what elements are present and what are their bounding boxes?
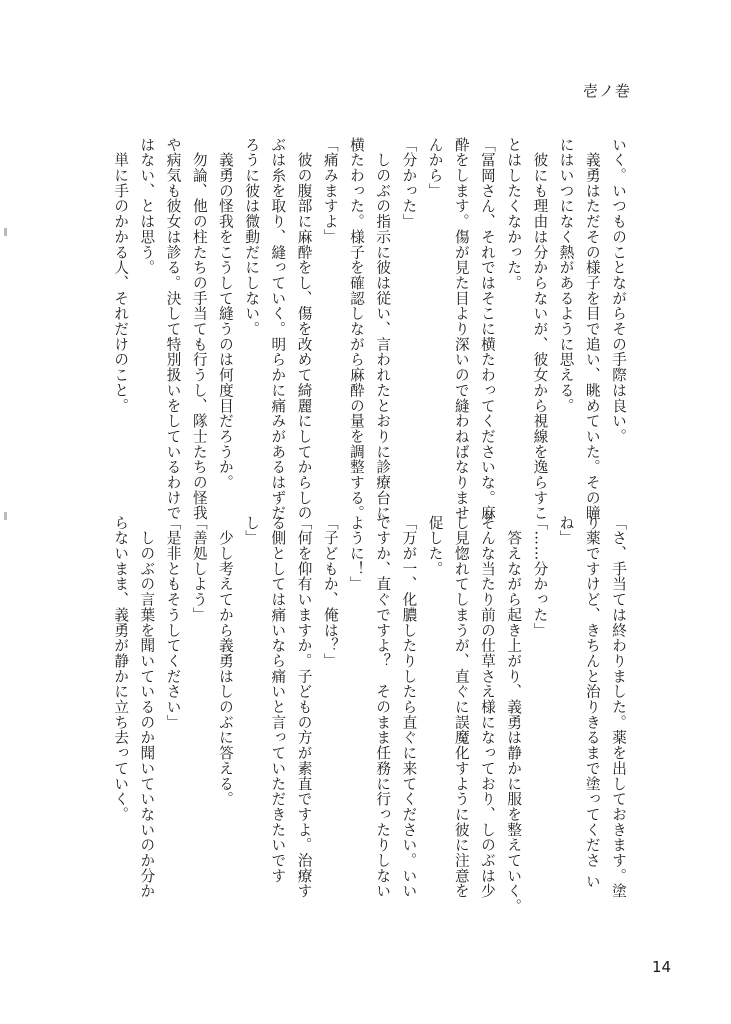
text-line: し」 [243, 515, 261, 546]
text-line: 「万が一、化膿したりしたら直ぐに来てください。いい [400, 515, 418, 899]
text-line: しのぶの言葉を聞いているのか聞いていないのか分か [138, 515, 156, 899]
text-line: にはいつになく熱があるように思える。 [557, 137, 575, 414]
text-line: 「是非ともそうしてください」 [164, 515, 182, 730]
text-line: 単に手のかかる人、それだけのこと。 [112, 137, 130, 414]
text-line: や病気も彼女は診る。決して特別扱いをしているわけで [164, 137, 182, 521]
text-line: 「痛みますよ」 [321, 137, 339, 245]
text-line: らないまま、義勇が静かに立ち去っていく。 [112, 515, 130, 822]
text-line: 答えながら起き上がり、義勇は静かに服を整えていく。 [505, 515, 523, 915]
text-line: ね」 [557, 515, 575, 546]
page-number: 14 [652, 958, 672, 976]
text-line: 「何を仰有いますか。子どもの方が素直ですよ。治療す [295, 515, 313, 899]
text-block-top [112, 137, 631, 521]
text-line: 義勇の怪我をこうして縫うのは何度目だろうか。 [216, 137, 234, 491]
text-line: しのぶの指示に彼は従い、言われたとおりに診療台に [374, 137, 392, 521]
text-line: 義勇はただその様子を目で追い、眺めていた。その瞳 [583, 137, 601, 521]
text-line: はない、とは思う。 [138, 137, 156, 276]
text-block-bottom [112, 515, 631, 915]
text-line: 「さ、手当ては終わりました。薬を出しておきます。塗 [610, 515, 627, 899]
text-line: 「子どもか、俺は？」 [321, 515, 339, 669]
text-line: 勿論、他の柱たちの手当ても行うし、隊士たちの怪我 [190, 137, 208, 521]
text-line: ぶは糸を取り、縫っていく。明らかに痛みがあるはずだ [269, 137, 287, 521]
text-line: んから」 [426, 137, 444, 199]
text-line: し見惚れてしまうが、直ぐに誤魔化すように彼に注意を [452, 515, 470, 899]
text-line: 「善処しよう」 [190, 515, 208, 623]
text-line: 横たわった。様子を確認しながら麻酔の量を調整する。 [347, 137, 365, 521]
text-line: そんな当たり前の仕草さえ様になっており、しのぶは少 [478, 515, 496, 899]
text-line: ろうに彼は微動だにしない。 [243, 137, 261, 337]
text-line: とはしたくなかった。 [505, 137, 523, 291]
text-line: 彼の腹部に麻酔をし、傷を改めて綺麗にしてからしの [295, 137, 313, 521]
binding-mark [4, 228, 7, 236]
text-line: 少し考えてから義勇はしのぶに答える。 [216, 515, 234, 807]
text-line: 「……分かった」 [531, 515, 549, 638]
text-line: ように！」 [347, 515, 365, 592]
text-line: ですか、直ぐですよ？ そのまま任務に行ったりしない [374, 515, 392, 899]
text-line: る側としては痛いなら痛いと言っていただきたいです [269, 515, 287, 884]
text-line: 「冨岡さん、それではそこに横たわってくださいな。麻 [478, 137, 496, 521]
text-line: 酔をします。傷が見た目より深いので縫わねばなりませ [452, 137, 470, 521]
text-line: 促した。 [426, 515, 444, 577]
binding-mark [4, 512, 7, 520]
text-line: り薬ですけど、きちんと治りきるまで塗ってくださ い [583, 515, 601, 889]
text-line: いく。いつものことながらその手際は良い。 [610, 137, 627, 444]
text-line: 彼にも理由は分からないが、彼女から視線を逸らすこ [531, 137, 549, 521]
chapter-header: 壱ノ巻 [582, 82, 631, 100]
text-line: 「分かった」 [400, 137, 418, 230]
